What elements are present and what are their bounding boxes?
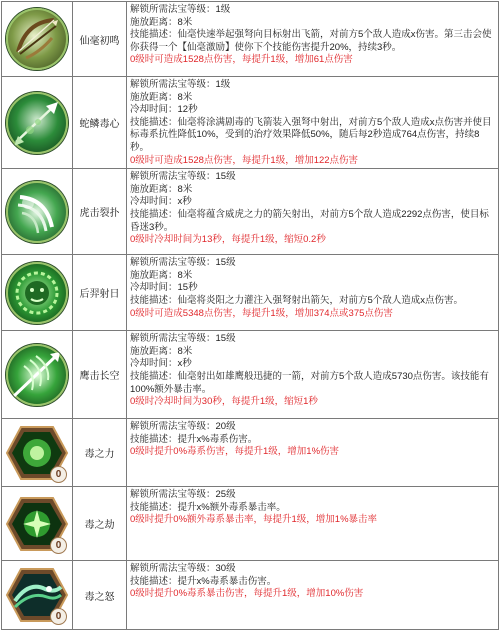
skill-upgrade-note: 0级时可造成5348点伤害，每提升1级，增加374点或375点伤害 — [130, 307, 393, 319]
level-badge: 0 — [50, 537, 67, 554]
skill-line: 冷却时间：12秒 — [130, 104, 198, 116]
skill-line: 技能描述：仙毫将蕴含威虎之力的箭矢射出，对前方5个敌人造成2292点伤害，使目标昏迷3秒。 — [130, 208, 489, 233]
skill-icon-cell — [2, 77, 73, 169]
skill-icon-cell — [2, 419, 73, 487]
skill-line: 技能描述：仙毫将炎阳之力灌注入强弩射出箭矢，对前方5个敌人造成x点伤害。 — [130, 294, 464, 306]
poison-burst-icon — [5, 496, 69, 552]
skill-row — [2, 331, 499, 419]
skill-line: 技能描述：提升x%额外毒系暴击率。 — [130, 501, 286, 513]
skill-line: 技能描述：仙毫快速举起强弩向目标射出飞箭，对前方5个敌人造成x伤害。第三击会使你获得一个【仙毫激励】使你下个技能伤害提升20%，持续3秒。 — [130, 29, 492, 53]
skill-line: 施放距离：8米 — [130, 183, 193, 195]
skill-name: 虎击裂扑 — [73, 169, 127, 255]
skill-line: 解锁所需法宝等级：25级 — [130, 489, 236, 501]
poison-wave-icon — [5, 567, 69, 623]
skill-line: 冷却时间：15秒 — [130, 282, 198, 294]
skill-row — [2, 77, 499, 169]
skill-description — [127, 561, 499, 630]
skill-row — [2, 2, 499, 77]
skill-row — [2, 255, 499, 331]
skill-icon-cell — [2, 255, 73, 331]
skill-row — [2, 487, 499, 561]
skill-description — [127, 77, 499, 169]
skill-icon-cell — [2, 561, 73, 630]
eagle-arrow-icon — [6, 344, 68, 406]
skill-line: 技能描述：提升x%毒系伤害。 — [130, 433, 258, 445]
skill-upgrade-note: 0级时冷却时间为30秒，每提升1级，缩短1秒 — [130, 396, 318, 408]
skill-line: 解锁所需法宝等级：1级 — [130, 79, 231, 90]
skill-icon-cell — [2, 2, 73, 77]
skill-icon-cell — [2, 169, 73, 255]
lion-head-icon — [6, 262, 68, 324]
skill-upgrade-note: 0级时冷却时间为13秒，每提升1级，缩短0.2秒 — [130, 234, 326, 246]
skill-line: 施放距离：8米 — [130, 16, 193, 28]
poison-arrow-icon — [6, 92, 68, 154]
skill-upgrade-note: 0级时提升0%毒系伤害，每提升1级，增加1%伤害 — [130, 446, 340, 458]
skill-description — [127, 2, 499, 77]
skill-description — [127, 255, 499, 331]
tiger-claw-icon — [6, 181, 68, 243]
skill-row — [2, 419, 499, 487]
skill-name: 后羿射日 — [73, 255, 127, 331]
poison-orb-icon — [5, 425, 69, 481]
level-badge: 0 — [50, 466, 67, 483]
skill-upgrade-note: 0级时可造成1528点伤害，每提升1级，增加122点伤害 — [130, 154, 359, 166]
skill-description — [127, 169, 499, 255]
skill-upgrade-note: 0级时提升0%毒系暴击伤害，每提升1级，增加10%伤害 — [130, 588, 364, 600]
skill-description — [127, 331, 499, 419]
bow-arrow-icon — [6, 8, 68, 70]
skill-line: 解锁所需法宝等级：20级 — [130, 421, 236, 433]
skill-line: 解锁所需法宝等级：30级 — [130, 563, 236, 575]
skill-line: 技能描述：仙毫将涂满剧毒的飞箭装入强弩中射出，对前方5个敌人造成x点伤害并使目标毒系抗性降低10%，受到的治疗效果降低50%，随后每2秒造成764点伤害，持续8秒。 — [130, 116, 492, 153]
skill-name: 毒之劫 — [73, 487, 127, 561]
skill-line: 冷却时间：x秒 — [130, 358, 192, 370]
skill-line: 技能描述：仙毫射出如雄鹰般迅捷的一箭，对前方5个敌人造成5730点伤害。该技能有100%额外暴击率。 — [130, 370, 489, 395]
skill-upgrade-note: 0级时可造成1528点伤害，每提升1级，增加61点伤害 — [130, 54, 353, 66]
skill-line: 解锁所需法宝等级：15级 — [130, 257, 236, 269]
skill-line: 冷却时间：x秒 — [130, 196, 192, 208]
skill-description — [127, 419, 499, 487]
skill-line: 施放距离：8米 — [130, 91, 193, 103]
skill-table — [1, 1, 499, 630]
skill-description — [127, 487, 499, 561]
skill-name: 蛇鳞毒心 — [73, 77, 127, 169]
skill-name: 毒之怒 — [73, 561, 127, 630]
skill-row — [2, 169, 499, 255]
skill-line: 施放距离：8米 — [130, 345, 193, 357]
skill-icon-cell — [2, 487, 73, 561]
skill-line: 施放距离：8米 — [130, 269, 193, 281]
skill-icon-cell — [2, 331, 73, 419]
skill-name: 鹰击长空 — [73, 331, 127, 419]
skill-line: 解锁所需法宝等级：15级 — [130, 171, 236, 183]
skill-row — [2, 561, 499, 630]
level-badge: 0 — [50, 608, 67, 625]
skill-line: 技能描述：提升x%毒系暴击伤害。 — [130, 575, 277, 587]
skill-upgrade-note: 0级时提升0%额外毒系暴击率，每提升1级，增加1%暴击率 — [130, 514, 378, 526]
skill-line: 解锁所需法宝等级：15级 — [130, 333, 236, 345]
skill-name: 毒之力 — [73, 419, 127, 487]
skill-name: 仙毫初鸣 — [73, 2, 127, 77]
skill-line: 解锁所需法宝等级：1级 — [130, 4, 231, 15]
